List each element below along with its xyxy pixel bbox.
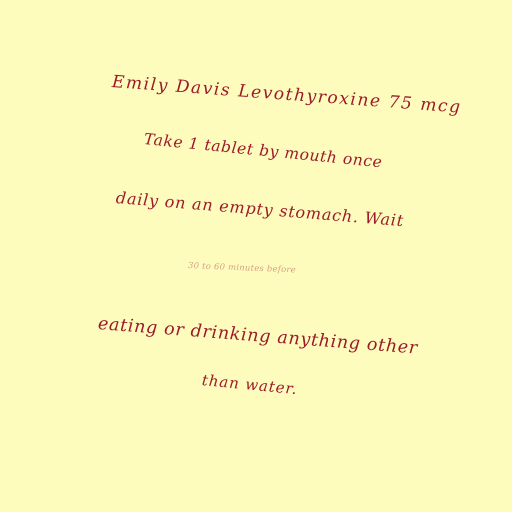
note-line-faded-wait-time: 30 to 60 minutes before xyxy=(187,261,297,276)
note-line-dosage: Take 1 tablet by mouth once xyxy=(143,130,384,172)
note-line-eating-instruction: eating or drinking anything other xyxy=(97,314,419,359)
note-line-water-exception: than water. xyxy=(201,371,299,399)
note-line-timing: daily on an empty stomach. Wait xyxy=(115,188,405,231)
note-line-patient-medication: Emily Davis Levothyroxine 75 mcg xyxy=(111,72,463,118)
